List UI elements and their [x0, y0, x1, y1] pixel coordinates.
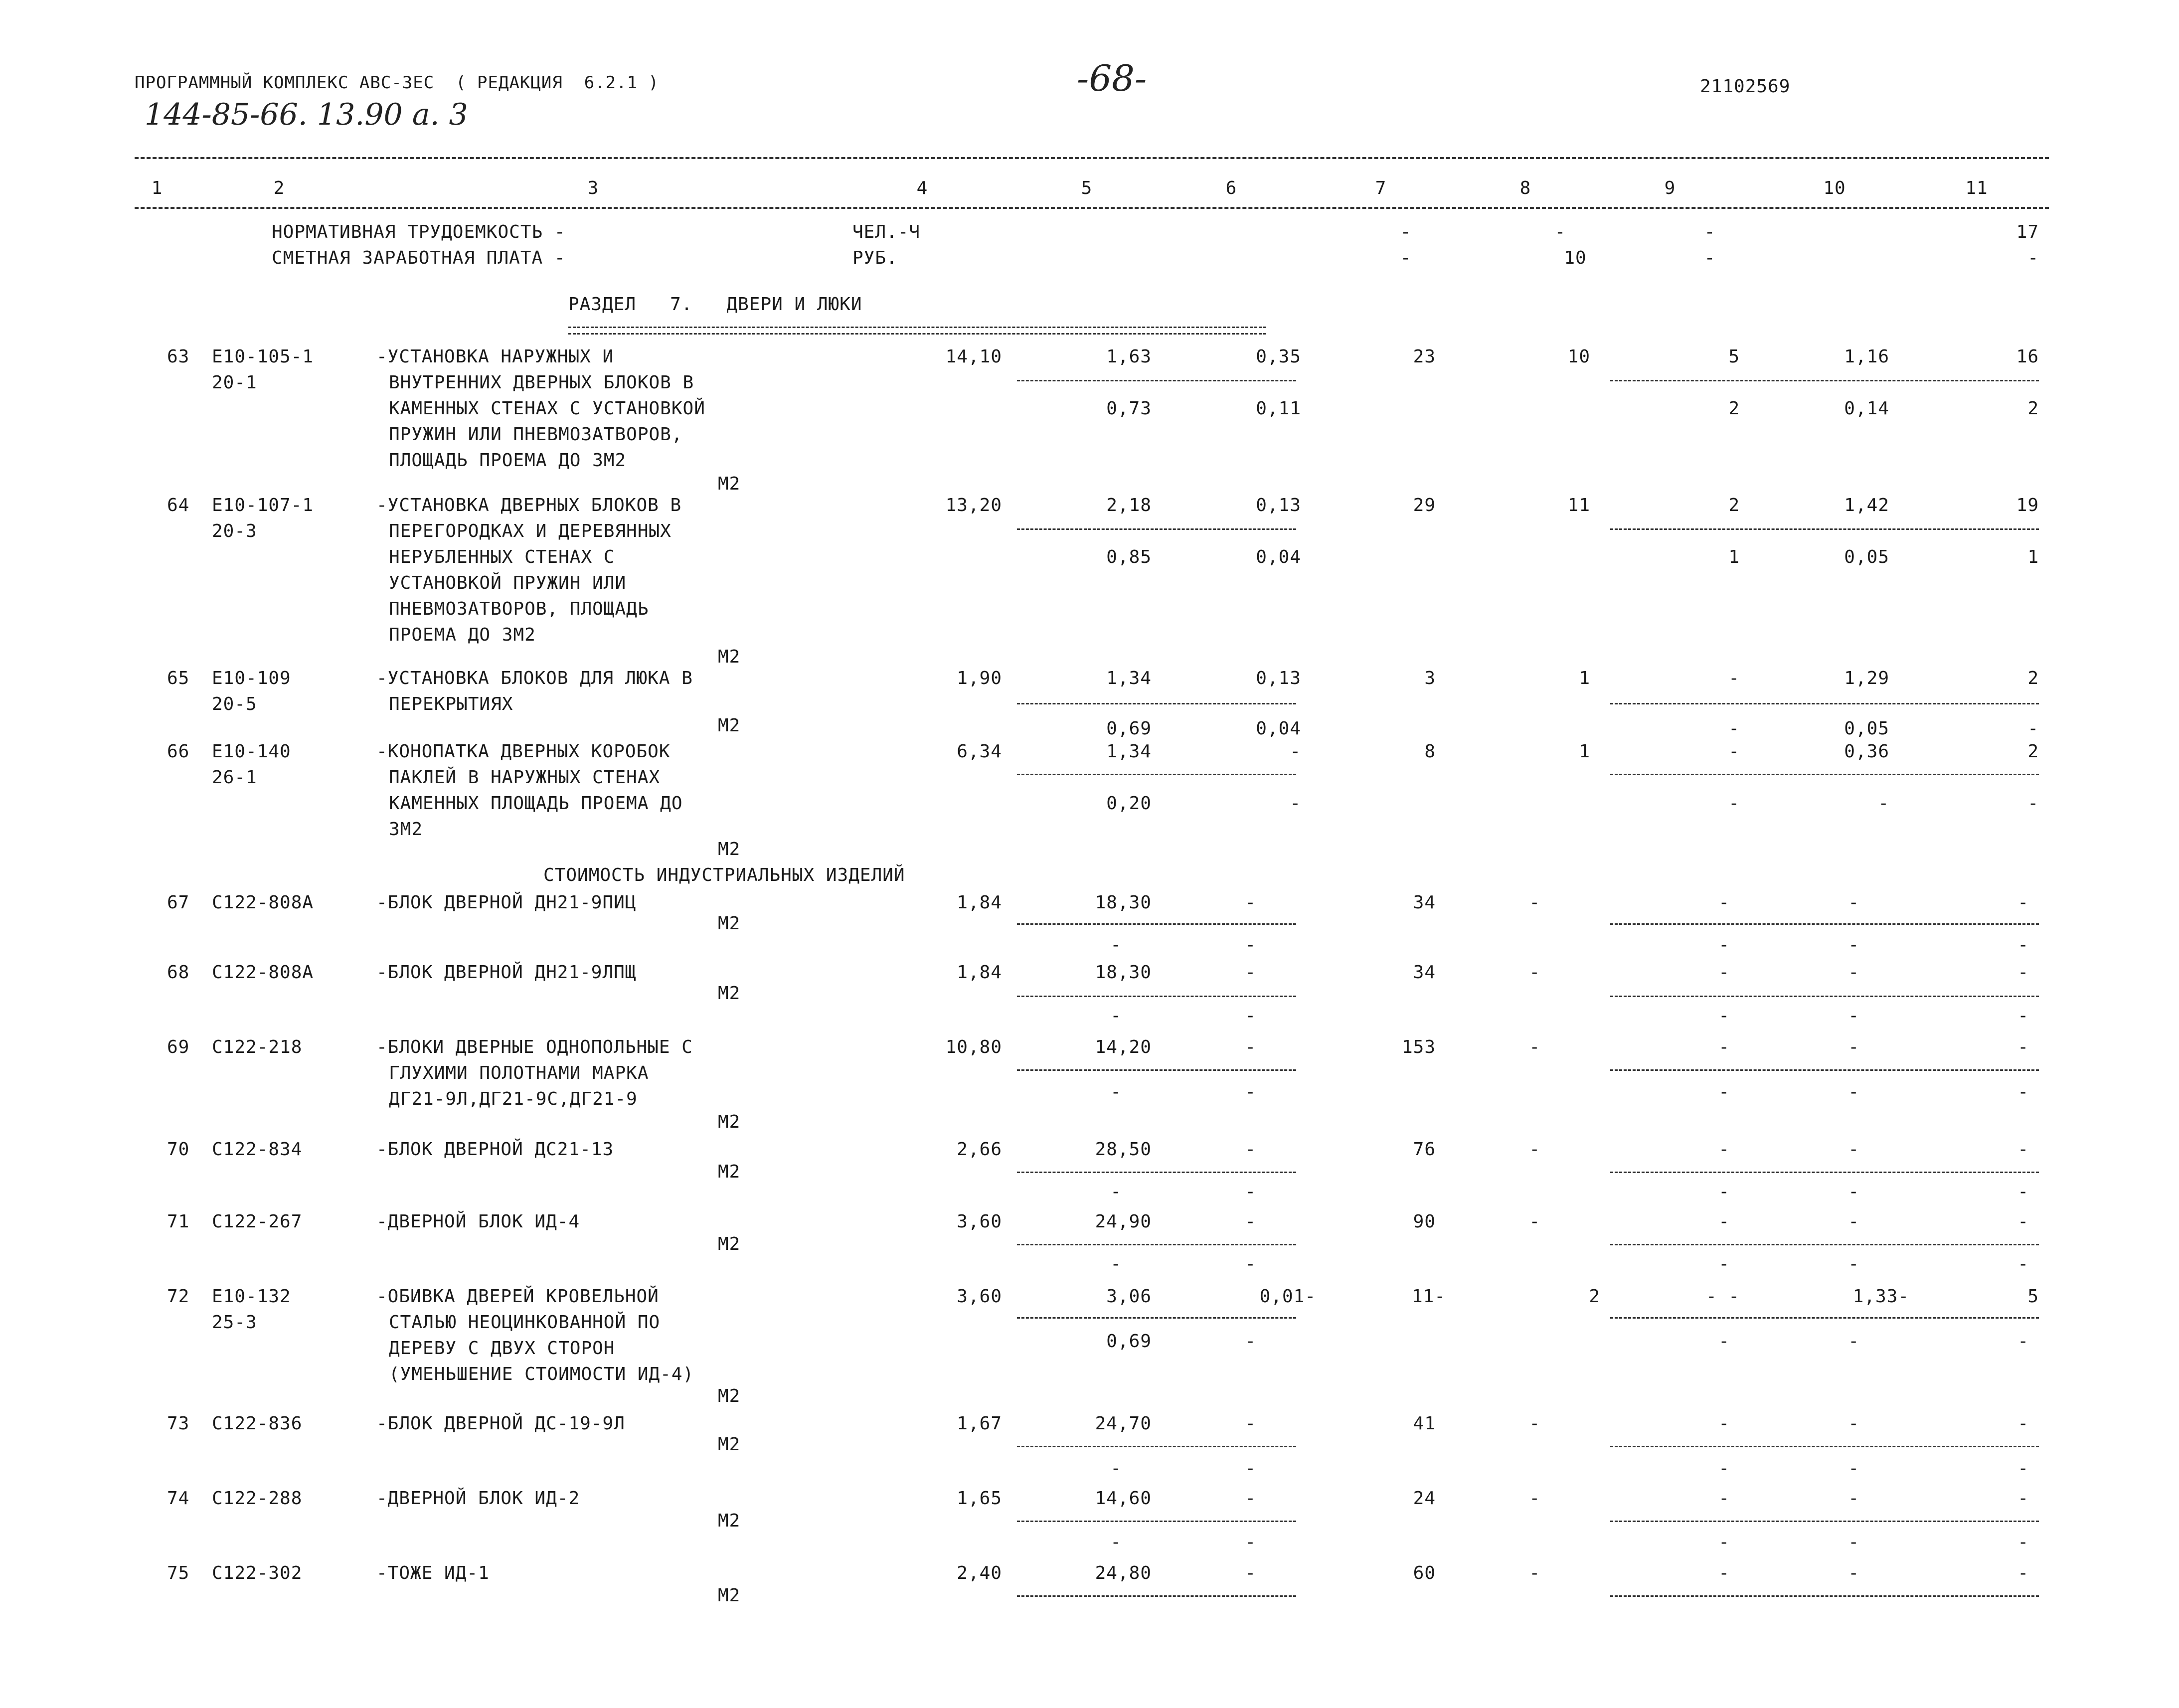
row-c9b: -	[1718, 1458, 1730, 1479]
row-c6b: 0,11	[1256, 398, 1301, 419]
top-rule	[135, 157, 2049, 159]
row-subrule	[1017, 1595, 1296, 1597]
row-c9: -	[1728, 668, 1740, 688]
row-number: 63	[167, 346, 190, 367]
row-c4: 14,10	[945, 346, 1002, 367]
row-unit: М2	[718, 1112, 741, 1132]
row-desc-line: КАМЕННЫХ СТЕНАХ С УСТАНОВКОЙ	[389, 398, 705, 419]
row-code: С122-288	[212, 1488, 303, 1509]
row-subrule	[1017, 528, 1296, 530]
row-c10b: 0,05	[1844, 718, 1889, 739]
row-c9: 2	[1728, 495, 1740, 515]
row-c9: -	[1718, 1211, 1730, 1232]
row-c10: 1,33-	[1852, 1286, 1909, 1307]
row-desc-line: ПЛОЩАДЬ ПРОЕМА ДО 3М2	[389, 450, 627, 471]
row-c7: 34	[1413, 892, 1436, 913]
row-unit: М2	[718, 647, 741, 667]
row-desc-line: -ТОЖЕ ИД-1	[376, 1563, 490, 1583]
row-desc-line: -КОНОПАТКА ДВЕРНЫХ КОРОБОК	[376, 741, 670, 762]
row-c5: 28,50	[1095, 1139, 1152, 1160]
row-c6b: -	[1245, 1458, 1256, 1479]
row-c10: -	[1848, 1488, 1859, 1509]
row-c7: 76	[1413, 1139, 1436, 1160]
row-c10b: -	[1848, 1254, 1859, 1274]
row-c9b: 2	[1728, 398, 1740, 419]
row-number: 66	[167, 741, 190, 762]
row-c10b: 0,14	[1844, 398, 1889, 419]
row-c5b: 0,69	[1106, 1331, 1152, 1352]
row-c6: -	[1245, 1037, 1256, 1057]
row-c6: -	[1245, 1563, 1256, 1583]
row-c5b: -	[1110, 1458, 1122, 1479]
summary-unit: РУБ.	[852, 248, 898, 268]
header-rule	[135, 207, 2049, 209]
handwritten-reference: 144-85-66. 13.90 а. 3	[145, 97, 468, 132]
row-c6: -	[1245, 1139, 1256, 1160]
row-c9: -	[1718, 1563, 1730, 1583]
row-c6: -	[1245, 962, 1256, 983]
row-c5b: 0,73	[1106, 398, 1152, 419]
row-code: С122-808А	[212, 892, 314, 913]
row-c4: 2,66	[957, 1139, 1002, 1160]
row-c9: -	[1718, 1413, 1730, 1434]
row-unit: М2	[718, 474, 741, 494]
row-c5: 3,06	[1106, 1286, 1152, 1307]
page-number: -68-	[1077, 57, 1147, 99]
row-c10b: -	[1848, 1458, 1859, 1479]
row-subrule	[1610, 703, 2039, 704]
row-subrule	[1610, 380, 2039, 381]
row-c8: -	[1529, 1563, 1540, 1583]
row-code: С122-267	[212, 1211, 303, 1232]
row-desc-line: НЕРУБЛЕННЫХ СТЕНАХ С	[389, 547, 615, 567]
row-c5: 24,70	[1095, 1413, 1152, 1434]
row-c11b: -	[2027, 718, 2039, 739]
row-code-2: 20-1	[212, 372, 257, 393]
row-number: 64	[167, 495, 190, 515]
col-header-1: 1	[151, 178, 163, 198]
row-c4: 13,20	[945, 495, 1002, 515]
row-c11b: -	[2017, 1331, 2029, 1352]
row-c7: 34	[1413, 962, 1436, 983]
row-number: 74	[167, 1488, 190, 1509]
row-c9: -	[1728, 741, 1740, 762]
row-c6b: -	[1245, 1254, 1256, 1274]
row-desc-line: -УСТАНОВКА НАРУЖНЫХ И	[376, 346, 614, 367]
row-c5: 1,34	[1106, 668, 1152, 688]
row-c6: -	[1245, 1211, 1256, 1232]
row-number: 75	[167, 1563, 190, 1583]
row-subrule	[1610, 1317, 2039, 1319]
row-c6b: -	[1245, 1182, 1256, 1202]
row-c11b: -	[2017, 1182, 2029, 1202]
row-c9: 5	[1728, 346, 1740, 367]
row-c5: 18,30	[1095, 962, 1152, 983]
row-code: С122-834	[212, 1139, 303, 1160]
row-unit: М2	[718, 1434, 741, 1455]
col-header-9: 9	[1664, 178, 1676, 198]
row-desc-line: ПНЕВМОЗАТВОРОВ, ПЛОЩАДЬ	[389, 599, 649, 619]
row-c8: 11	[1567, 495, 1590, 515]
row-code: Е10-132	[212, 1286, 291, 1307]
row-unit: М2	[718, 983, 741, 1004]
row-c9b: -	[1728, 718, 1740, 739]
row-c5: 1,34	[1106, 741, 1152, 762]
col-header-2: 2	[273, 178, 285, 198]
summary-value: -	[1704, 222, 1716, 242]
row-c4: 6,34	[957, 741, 1002, 762]
row-c9: -	[1718, 1139, 1730, 1160]
row-c7: 3	[1424, 668, 1436, 688]
row-c8: -	[1529, 1413, 1540, 1434]
section-title: РАЗДЕЛ 7. ДВЕРИ И ЛЮКИ	[568, 294, 862, 315]
row-subrule	[1610, 1446, 2039, 1447]
row-c10b: -	[1848, 1182, 1859, 1202]
row-desc-line: (УМЕНЬШЕНИЕ СТОИМОСТИ ИД-4)	[389, 1364, 694, 1384]
row-c4: 1,90	[957, 668, 1002, 688]
row-c5b: 0,20	[1106, 793, 1152, 814]
row-c5: 14,60	[1095, 1488, 1152, 1509]
row-number: 65	[167, 668, 190, 688]
row-desc-line: ВНУТРЕННИХ ДВЕРНЫХ БЛОКОВ В	[389, 372, 694, 393]
row-c10b: 0,05	[1844, 547, 1889, 567]
row-desc-line: СТАЛЬЮ НЕОЦИНКОВАННОЙ ПО	[389, 1312, 661, 1333]
row-c6b: 0,04	[1256, 718, 1301, 739]
row-c11b: -	[2017, 1254, 2029, 1274]
row-number: 69	[167, 1037, 190, 1057]
row-c8: -	[1529, 962, 1540, 983]
row-c8: -	[1529, 892, 1540, 913]
row-c6: -	[1290, 741, 1301, 762]
row-c5: 1,63	[1106, 346, 1152, 367]
row-c4: 1,84	[957, 892, 1002, 913]
row-desc-line: -БЛОК ДВЕРНОЙ ДС-19-9Л	[376, 1413, 625, 1434]
row-c4: 1,67	[957, 1413, 1002, 1434]
row-c9b: -	[1718, 1532, 1730, 1552]
col-header-7: 7	[1375, 178, 1387, 198]
row-c6: -	[1245, 1413, 1256, 1434]
row-c10: -	[1848, 1037, 1859, 1057]
row-c11: -	[2017, 962, 2029, 983]
row-subrule	[1017, 774, 1296, 775]
row-c9: -	[1718, 1488, 1730, 1509]
summary-unit: ЧЕЛ.-Ч	[852, 222, 921, 242]
row-desc-line: ПЕРЕГОРОДКАХ И ДЕРЕВЯННЫХ	[389, 521, 671, 541]
row-c8: 1	[1579, 668, 1590, 688]
row-c5b: -	[1110, 1006, 1122, 1026]
row-c6b: -	[1290, 793, 1301, 814]
row-c11b: -	[2027, 793, 2039, 814]
row-subrule	[1017, 996, 1296, 997]
row-desc-line: -ОБИВКА ДВЕРЕЙ КРОВЕЛЬНОЙ	[376, 1286, 659, 1307]
document-code: 21102569	[1700, 76, 1791, 97]
row-c5: 2,18	[1106, 495, 1152, 515]
row-subrule	[1017, 1446, 1296, 1447]
row-subrule	[1610, 774, 2039, 775]
row-c10: -	[1848, 892, 1859, 913]
row-c9: -	[1718, 892, 1730, 913]
col-header-6: 6	[1225, 178, 1237, 198]
row-c10: -	[1848, 1139, 1859, 1160]
row-c6: -	[1245, 1488, 1256, 1509]
row-c11: -	[2017, 1413, 2029, 1434]
row-c10b: -	[1848, 1006, 1859, 1026]
row-c10: -	[1848, 962, 1859, 983]
row-c7: 153	[1401, 1037, 1436, 1057]
col-header-5: 5	[1081, 178, 1093, 198]
row-desc-line: -УСТАНОВКА ДВЕРНЫХ БЛОКОВ В	[376, 495, 682, 515]
row-c6b: -	[1245, 1006, 1256, 1026]
row-c6b: -	[1245, 1532, 1256, 1552]
row-c8: -	[1529, 1037, 1540, 1057]
row-unit: М2	[718, 1386, 741, 1406]
row-c10b: -	[1848, 935, 1859, 955]
row-number: 73	[167, 1413, 190, 1434]
row-c7: 29	[1413, 495, 1436, 515]
row-subrule	[1017, 703, 1296, 704]
row-c10: -	[1848, 1413, 1859, 1434]
row-c10: 1,29	[1844, 668, 1889, 688]
row-desc-line: ПАКЛЕЙ В НАРУЖНЫХ СТЕНАХ	[389, 767, 661, 788]
row-c9b: -	[1718, 1006, 1730, 1026]
row-c8: 10	[1567, 346, 1590, 367]
row-c11: -	[2017, 1139, 2029, 1160]
row-code: С122-218	[212, 1037, 303, 1057]
row-desc-line: ДГ21-9Л,ДГ21-9С,ДГ21-9	[389, 1089, 638, 1109]
row-subrule	[1017, 1172, 1296, 1173]
row-c5b: -	[1110, 1532, 1122, 1552]
row-subrule	[1017, 923, 1296, 925]
row-c6: 0,13	[1256, 495, 1301, 515]
row-c11: -	[2017, 1563, 2029, 1583]
row-unit: М2	[718, 839, 741, 859]
row-c9b: -	[1718, 1331, 1730, 1352]
row-c11: -	[2017, 1488, 2029, 1509]
subsection-title: СТОИМОСТЬ ИНДУСТРИАЛЬНЫХ ИЗДЕЛИЙ	[543, 865, 905, 885]
row-c10b: -	[1848, 1331, 1859, 1352]
row-subrule	[1017, 1317, 1296, 1319]
row-subrule	[1610, 1172, 2039, 1173]
row-c6: -	[1245, 892, 1256, 913]
summary-value: -	[1400, 222, 1412, 242]
row-c6: 0,35	[1256, 346, 1301, 367]
row-desc-line: ПРОЕМА ДО 3М2	[389, 625, 536, 645]
row-c9: -	[1718, 1037, 1730, 1057]
row-c11b: 2	[2027, 398, 2039, 419]
row-desc-line: -ДВЕРНОЙ БЛОК ИД-4	[376, 1211, 580, 1232]
row-unit: М2	[718, 1234, 741, 1254]
row-c6b: -	[1245, 1082, 1256, 1102]
row-c11: 2	[2027, 741, 2039, 762]
row-desc-line: -БЛОК ДВЕРНОЙ ДС21-13	[376, 1139, 614, 1160]
col-header-11: 11	[1965, 178, 1988, 198]
row-c10: -	[1848, 1211, 1859, 1232]
row-subrule	[1610, 1521, 2039, 1522]
row-unit: М2	[718, 1511, 741, 1531]
row-subrule	[1017, 1069, 1296, 1071]
row-c7: 60	[1413, 1563, 1436, 1583]
summary-value: -	[1554, 222, 1566, 242]
col-header-10: 10	[1823, 178, 1846, 198]
row-c8: -	[1529, 1139, 1540, 1160]
row-subrule	[1610, 923, 2039, 925]
row-c11: -	[2017, 892, 2029, 913]
row-c10: -	[1848, 1563, 1859, 1583]
row-c5b: 0,85	[1106, 547, 1152, 567]
summary-value: 17	[2016, 222, 2039, 242]
row-c4: 2,40	[957, 1563, 1002, 1583]
row-unit: М2	[718, 715, 741, 736]
row-number: 72	[167, 1286, 190, 1307]
row-desc-line: ГЛУХИМИ ПОЛОТНАМИ МАРКА	[389, 1063, 649, 1083]
row-c7: 23	[1413, 346, 1436, 367]
row-c7: 24	[1413, 1488, 1436, 1509]
row-c5: 24,90	[1095, 1211, 1152, 1232]
row-unit: М2	[718, 913, 741, 934]
row-c9b: -	[1718, 1254, 1730, 1274]
row-c10: 1,16	[1844, 346, 1889, 367]
row-desc-line: -ДВЕРНОЙ БЛОК ИД-2	[376, 1488, 580, 1509]
row-c11b: -	[2017, 935, 2029, 955]
row-code-2: 25-3	[212, 1312, 257, 1333]
row-c11: 16	[2016, 346, 2039, 367]
row-subrule	[1610, 1244, 2039, 1245]
row-c11: -	[2017, 1211, 2029, 1232]
row-subrule	[1610, 1069, 2039, 1071]
row-desc-line: ДЕРЕВУ С ДВУХ СТОРОН	[389, 1338, 615, 1359]
row-c5: 14,20	[1095, 1037, 1152, 1057]
row-code: С122-302	[212, 1563, 303, 1583]
row-c6: 0,01-	[1259, 1286, 1316, 1307]
row-c5b: -	[1110, 1182, 1122, 1202]
row-c5b: -	[1110, 935, 1122, 955]
row-c4: 3,60	[957, 1211, 1002, 1232]
row-c5b: -	[1110, 1082, 1122, 1102]
row-c7: 11-	[1411, 1286, 1446, 1307]
col-header-8: 8	[1519, 178, 1531, 198]
row-c11b: -	[2017, 1082, 2029, 1102]
row-number: 68	[167, 962, 190, 983]
program-title: ПРОГРАММНЫЙ КОМПЛЕКС АВС-3ЕС ( РЕДАКЦИЯ 6.2.1 )	[135, 73, 660, 93]
col-header-3: 3	[587, 178, 599, 198]
row-code: Е10-109	[212, 668, 291, 688]
row-c9b: -	[1718, 1182, 1730, 1202]
row-c10: 1,42	[1844, 495, 1889, 515]
row-c11: 19	[2016, 495, 2039, 515]
row-desc-line: ПРУЖИН ИЛИ ПНЕВМОЗАТВОРОВ,	[389, 424, 683, 445]
row-c4: 1,65	[957, 1488, 1002, 1509]
row-c6b: -	[1245, 935, 1256, 955]
row-c11b: -	[2017, 1532, 2029, 1552]
row-c5b: -	[1110, 1254, 1122, 1274]
row-c5: 24,80	[1095, 1563, 1152, 1583]
row-desc-line: КАМЕННЫХ ПЛОЩАДЬ ПРОЕМА ДО	[389, 793, 683, 814]
row-c6b: -	[1245, 1331, 1256, 1352]
row-subrule	[1017, 380, 1296, 381]
row-code: Е10-140	[212, 741, 291, 762]
row-c5b: 0,69	[1106, 718, 1152, 739]
row-subrule	[1610, 528, 2039, 530]
row-desc-line: -БЛОКИ ДВЕРНЫЕ ОДНОПОЛЬНЫЕ С	[376, 1037, 693, 1057]
row-c4: 3,60	[957, 1286, 1002, 1307]
row-c4: 1,84	[957, 962, 1002, 983]
row-subrule	[1017, 1521, 1296, 1522]
summary-value: -	[1400, 248, 1412, 268]
row-number: 67	[167, 892, 190, 913]
row-c6b: 0,04	[1256, 547, 1301, 567]
row-desc-line: -БЛОК ДВЕРНОЙ ДН21-9ПИЦ	[376, 892, 637, 913]
row-desc-line: УСТАНОВКОЙ ПРУЖИН ИЛИ	[389, 573, 627, 593]
section-underline	[568, 327, 1266, 335]
row-number: 71	[167, 1211, 190, 1232]
row-c9b: -	[1718, 1082, 1730, 1102]
row-c7: 90	[1413, 1211, 1436, 1232]
summary-label: НОРМАТИВНАЯ ТРУДОЕМКОСТЬ -	[272, 222, 566, 242]
row-unit: М2	[718, 1162, 741, 1182]
row-desc-line: -УСТАНОВКА БЛОКОВ ДЛЯ ЛЮКА В	[376, 668, 693, 688]
row-code-2: 20-5	[212, 694, 257, 714]
row-c4: 10,80	[945, 1037, 1002, 1057]
row-number: 70	[167, 1139, 190, 1160]
summary-value: -	[2027, 248, 2039, 268]
row-unit: М2	[718, 1585, 741, 1606]
summary-value: 10	[1564, 248, 1587, 268]
row-desc-line: -БЛОК ДВЕРНОЙ ДН21-9ЛПЩ	[376, 962, 637, 983]
row-desc-line: ПЕРЕКРЫТИЯХ	[389, 694, 513, 714]
row-c9b: -	[1728, 793, 1740, 814]
row-c6: 0,13	[1256, 668, 1301, 688]
row-code: Е10-105-1	[212, 346, 314, 367]
summary-label: СМЕТНАЯ ЗАРАБОТНАЯ ПЛАТА -	[272, 248, 566, 268]
row-c9b: 1	[1728, 547, 1740, 567]
row-c10b: -	[1848, 1082, 1859, 1102]
summary-value: -	[1704, 248, 1716, 268]
row-c11: -	[2017, 1037, 2029, 1057]
row-c9b: -	[1718, 935, 1730, 955]
row-c8: -	[1529, 1211, 1540, 1232]
row-subrule	[1610, 996, 2039, 997]
row-c11b: -	[2017, 1458, 2029, 1479]
row-c9: -	[1718, 962, 1730, 983]
row-desc-line: 3М2	[389, 819, 423, 840]
row-code: С122-808А	[212, 962, 314, 983]
row-c9: - -	[1705, 1286, 1740, 1307]
row-c11b: 1	[2027, 547, 2039, 567]
row-subrule	[1017, 1244, 1296, 1245]
row-c5: 18,30	[1095, 892, 1152, 913]
row-c10b: -	[1848, 1532, 1859, 1552]
row-c11b: -	[2017, 1006, 2029, 1026]
row-c10: 0,36	[1844, 741, 1889, 762]
row-code-2: 26-1	[212, 767, 257, 788]
row-c7: 41	[1413, 1413, 1436, 1434]
row-code-2: 20-3	[212, 521, 257, 541]
col-header-4: 4	[916, 178, 928, 198]
row-c8: 1	[1579, 741, 1590, 762]
row-c11: 2	[2027, 668, 2039, 688]
row-c8: 2	[1589, 1286, 1600, 1307]
row-c11: 5	[2027, 1286, 2039, 1307]
row-c7: 8	[1424, 741, 1436, 762]
row-code: С122-836	[212, 1413, 303, 1434]
row-subrule	[1610, 1595, 2039, 1597]
row-code: Е10-107-1	[212, 495, 314, 515]
row-c10b: -	[1878, 793, 1889, 814]
row-c8: -	[1529, 1488, 1540, 1509]
